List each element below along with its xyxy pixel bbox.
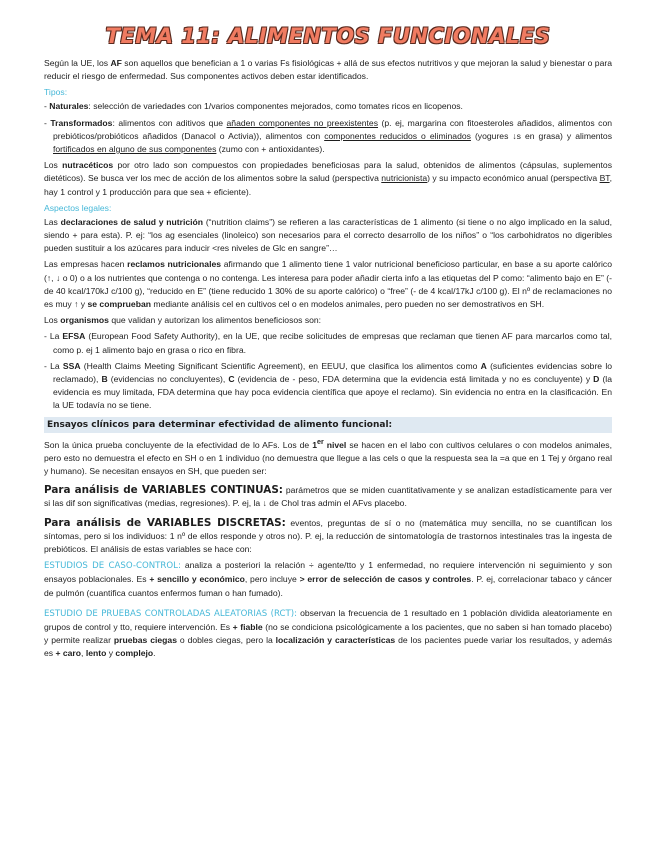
text: (p. ej, margarina con fitoesteroles añadidos, alimentos con prebióticos/probióticos añadidos (Danacol o Activia)), alimentos con: [53, 117, 612, 141]
bold-text: + fiable: [232, 621, 263, 632]
document-page: [44, 22, 612, 664]
text: (yogures ↓s en grasa) y alimentos: [470, 130, 612, 141]
text: : alimentos con aditivos que: [112, 117, 227, 128]
continuas-label: Para análisis de VARIABLES CONTINUAS:: [44, 484, 283, 497]
text: observan la frecuencia de 1 resultado en 1 población dividida aleatoriamente en grupos de control y tto, requiere intervención. Es: [44, 607, 612, 632]
tipos-heading: Tipos:: [44, 87, 68, 98]
text: de los pacientes puede variar los resultados, y además es: [44, 635, 613, 659]
text: ,: [81, 648, 86, 659]
list-item-efsa: - La EFSA (European Food Safety Authority), en la UE, que recibe solicitudes de empresas que reclaman que tienen AF para marcarlos como tal, como p. ej 1 alimento bajo en grasa o rico en fibra.: [44, 331, 612, 355]
term-naturales: Naturales: [49, 101, 89, 112]
caso-control-paragraph: [44, 559, 612, 600]
text: analiza a posteriori la relación ÷ agente/tto y 1 enfermedad, no requiere intervención ni seguimiento y son ensayos poblacionales. Es: [44, 560, 613, 585]
rct-label: ESTUDIO DE PRUEBAS CONTROLADAS ALEATORIAS (RCT):: [44, 608, 297, 619]
grade-b: B: [101, 374, 108, 385]
term-comprueban: se comprueban: [87, 299, 151, 310]
text: : selección de variedades con 1/varios componentes mejorados, como tomates ricos en licopenos.: [88, 101, 463, 112]
text: y: [106, 648, 116, 659]
term-declaraciones: declaraciones de salud y nutrición: [60, 216, 204, 227]
text: . P. ej, correlacionar tabaco y cáncer de pulmón (cuantifica cuantos enfermos fuman o han fumado).: [44, 574, 612, 598]
grade-d: D: [593, 374, 600, 385]
text: (no se condiciona psicológicamente a los pacientes, que no saben si han tomado placebo) y permite realizar: [44, 621, 612, 646]
legales-heading: Aspectos legales:: [44, 202, 112, 213]
superscript: er: [316, 437, 324, 446]
grade-c: C: [228, 374, 235, 385]
underlined-text: BT: [599, 173, 610, 184]
bold-text: localización y características: [275, 635, 396, 646]
term-transformados: Transformados: [50, 117, 113, 128]
term-reclamos: reclamos nutricionales: [127, 259, 222, 270]
nutraceuticos-paragraph: [44, 159, 612, 199]
text: que validan y autorizan los alimentos beneficiosos son:: [108, 315, 322, 326]
text: parámetros que se miden cuantitativamente y se analizan estadísticamente para ver si las dif son significativas (medias, regresiones). P. ej, la ↓ de Chol tras admin el AFvs placebo.: [44, 485, 612, 509]
bold-text: complejo: [115, 648, 154, 659]
underlined-text: nutricionista: [381, 173, 428, 184]
ensayos-section-heading: Ensayos clínicos para determinar efectividad de alimento funcional:: [44, 417, 612, 433]
text: (Health Claims Meeting Significant Scientific Agreement), en EEUU, que clasifica los alimentos como: [80, 360, 481, 371]
text: Los: [44, 160, 63, 171]
grade-a: A: [480, 360, 487, 371]
text: o dobles ciegas, pero la: [176, 635, 276, 646]
organismos-paragraph: [44, 314, 612, 327]
intro-paragraph: [44, 57, 612, 83]
text: ) y su impacto económico anual (perspectiva: [427, 173, 600, 184]
text: eventos, preguntas de sí o no (matemática muy sencilla, no se cuantifican los síntomas, pero si los individuos: 1 nº de ellos responde y otros no). P. ej, la reducción de sintomatología de trastornos intestinales tras la ingesta de prebióticos. El análisis de estas variables se hace con:: [44, 517, 612, 554]
underlined-text: componentes reducidos o eliminados: [324, 130, 471, 141]
text: Las empresas hacen: [44, 259, 128, 270]
text: , pero incluye: [244, 574, 300, 585]
term-ssa: SSA: [62, 360, 81, 371]
discretas-label: Para análisis de VARIABLES DISCRETAS:: [44, 516, 286, 529]
claims-paragraph: [44, 216, 612, 256]
text: por otro lado son compuestos con propiedades beneficiosas para la salud, obtenidos de alimentos (cápsulas, suplementos dietéticos). Se busca ver los mec de acción de los alimentos sobre la salud (perspectiva: [44, 160, 613, 184]
ensayos-intro-paragraph: [44, 436, 612, 478]
term-organismos: organismos: [60, 315, 109, 326]
text: , hay 1 control y 1 producción para que sea + eficiente).: [44, 173, 612, 197]
bold-text: + sencillo y económico: [149, 574, 245, 585]
text: .: [153, 648, 156, 659]
text: La: [50, 360, 63, 371]
text: Según la UE, los: [44, 58, 111, 68]
list-item-naturales: - Naturales: selección de variedades con 1/varios componentes mejorados, como tomates ricos en licopenos.: [44, 101, 463, 112]
text: Son la única prueba concluyente de la efectividad de lo AFs. Los de: [44, 439, 313, 450]
text: (zumo con + antioxidantes).: [216, 144, 325, 155]
underlined-text: añaden componentes no preexistentes: [226, 117, 379, 128]
term-primer-nivel: [312, 437, 347, 450]
term-af: AF: [110, 58, 122, 68]
bold-text: + caro: [55, 648, 82, 659]
continuas-paragraph: [44, 484, 612, 510]
underlined-text: fortificados en alguno de sus componentes: [53, 144, 217, 155]
text: se hacen en el labo con cultivos celulares o con modelos animales, pero esto no demuestra el efecto en SH o en 1 individuo (no demuestra que llegue a las cels o que la respuesta sea la =a que en 1 Tej y órgano real y humano). Se necesitan ensayos en SH, que pueden ser:: [44, 439, 612, 476]
text: (evidencias no concluyentes),: [107, 374, 229, 385]
rct-paragraph: [44, 607, 612, 661]
page-title: TEMA 11: ALIMENTOS FUNCIONALES: [105, 24, 551, 48]
bold-text: pruebas ciegas: [113, 635, 177, 646]
text: son aquellos que benefician a 1 o varias Fs fisiológicas + allá de sus efectos nutritivos y que mejoran la salud y bienestar o para reducir el riesgo de enfermedad. Sus componentes activos deben estar identificados.: [44, 58, 612, 82]
list-item-ssa: - La SSA (Health Claims Meeting Significant Scientific Agreement), en EEUU, que clasifica los alimentos como A (suficientes evidencias sobre lo reclamado), B (evidencias no concluyentes), C (evidencia de - peso, FDA determina que la evidencia está limitada y no es concluyente) y D (la evidencia es muy limitada, FDA determina que hay poca evidencia científica que apoye el reclamo). Sin evidencia no entra en la clasificación. En la UE todavía no se tiene.: [44, 360, 613, 411]
text: (“nutrition claims”) se refieren a las características de 1 alimento (si tiene o no algo implicado en la salud, siendo + para esta). P. ej: “los ag esenciales (linoleico) son necesarios para el correcto desarrollo de los niños” o “los carbohidratos no digeribles pueden sustituir a los azúcares para inducir <res niveles de Glc en sangre”…: [44, 216, 612, 254]
caso-control-label: ESTUDIOS DE CASO-CONTROL:: [44, 561, 181, 572]
reclamos-paragraph: [44, 258, 612, 311]
text: (evidencia de - peso, FDA determina que la evidencia está limitada y no es concluyente) y: [234, 374, 594, 385]
text: (European Food Safety Authority), en la UE, que recibe solicitudes de empresas que reclaman que tienen AF para marcarlos como tal, como p. ej 1 alimento bajo en grasa o rico en fibra.: [53, 331, 612, 355]
list-item-transformados: - Transformados: alimentos con aditivos que añaden componentes no preexistentes (p. ej, margarina con fitoesteroles añadidos, alimentos con prebióticos/probióticos añadidos (Danacol o Activia)), alimentos con componentes reducidos o eliminados (yogures ↓s en grasa) y alimentos fortificados en alguno de sus componentes (zumo con + antioxidantes).: [44, 117, 612, 155]
term-nutraceuticos: nutracéticos: [62, 160, 114, 171]
text: (la evidencia es muy limitada, FDA determina que hay poca evidencia científica que apoye el reclamo). Sin evidencia no entra en la clasificación. En la UE todavía no se tiene.: [53, 374, 612, 411]
text: afirmando que 1 alimento tiene 1 valor nutricional beneficioso particular, en base a su aporte calórico (↑, ↓ o 0) o a los nutrientes que contenga o no contenga. Les interesa para poder añadir cierta info a las etiquetas del P como: “alimento bajo en E” (- de 40 kcal/170kJ c/100 g), “reducido en E” (tiene reducido 1 30% de su aporte calórico) o “free” (- de 4 kcal/17kJ c/100 g). El nº de reclamaciones no es muy ↑ y: [44, 259, 613, 310]
text: Las: [44, 216, 61, 227]
text: La: [49, 331, 63, 342]
text: Los: [44, 315, 61, 326]
bold-text: lento: [85, 648, 107, 659]
bold-text: > error de selección de casos y controles: [299, 574, 472, 585]
text: mediante análisis cel en cultivos cel o en modelos animales, pero pueden no ser demostrativos en SH.: [151, 299, 545, 310]
discretas-paragraph: [44, 517, 612, 557]
text: nivel: [323, 439, 347, 450]
term-efsa: EFSA: [62, 331, 86, 342]
text: 1: [312, 439, 317, 450]
text: (suficientes evidencias sobre lo reclamado),: [53, 360, 613, 385]
